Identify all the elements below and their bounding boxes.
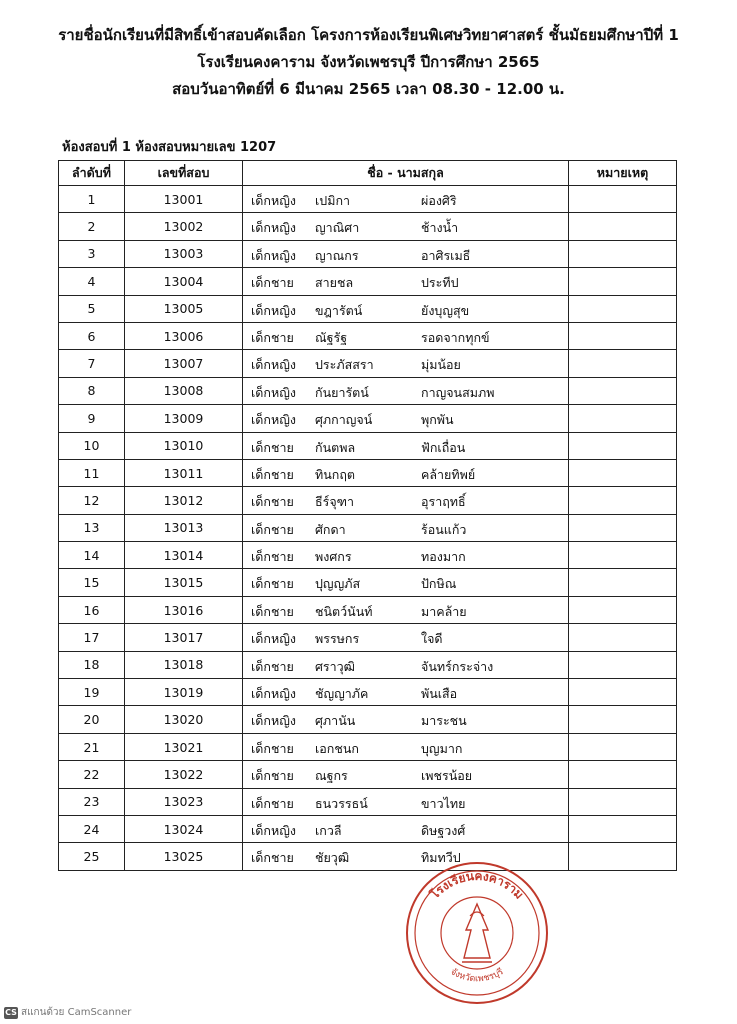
- table-row: [59, 268, 677, 295]
- note-cell: [569, 733, 677, 760]
- first-name: เกวลี: [315, 822, 342, 838]
- last-name: ดิษฐวงศ์: [421, 822, 466, 838]
- note-cell: [569, 322, 677, 349]
- last-name: เพชรน้อย: [421, 768, 473, 784]
- first-name: ชัญญาภัค: [315, 686, 369, 702]
- name-prefix: เด็กชาย: [251, 576, 294, 592]
- name-prefix: เด็กชาย: [251, 329, 294, 345]
- note-cell: [569, 240, 677, 267]
- last-name: อาศิรเมธี: [421, 247, 471, 263]
- exam-id: 13003: [125, 240, 243, 267]
- table-row: [59, 322, 677, 349]
- note-cell: [569, 213, 677, 240]
- table-row: [59, 432, 677, 459]
- table-row: [59, 459, 677, 486]
- last-name: ผ่องศิริ: [421, 193, 457, 208]
- note-cell: [569, 459, 677, 486]
- table-row: [59, 596, 677, 623]
- exam-id: 13020: [125, 706, 243, 733]
- student-name: [243, 651, 569, 678]
- row-number: 15: [59, 569, 125, 596]
- first-name: ญาณิศา: [315, 220, 360, 236]
- first-name: สายชล: [315, 275, 354, 291]
- row-number: 20: [59, 706, 125, 733]
- student-name: [243, 761, 569, 788]
- exam-id: 13010: [125, 432, 243, 459]
- student-name: [243, 295, 569, 322]
- last-name: ฟักเถื่อน: [421, 439, 466, 455]
- title-line-3: สอบวันอาทิตย์ที่ 6 มีนาคม 2565 เวลา 08.30 - 12.00 น.: [172, 80, 565, 98]
- row-number: 22: [59, 761, 125, 788]
- student-name: [243, 733, 569, 760]
- exam-id: 13002: [125, 213, 243, 240]
- name-prefix: เด็กชาย: [251, 795, 294, 811]
- last-name: จันทร์กระจ่าง: [421, 658, 494, 674]
- table-row: [59, 213, 677, 240]
- last-name: ร้อนแก้ว: [421, 521, 467, 537]
- note-cell: [569, 186, 677, 213]
- row-number: 10: [59, 432, 125, 459]
- note-cell: [569, 815, 677, 842]
- row-number: 16: [59, 596, 125, 623]
- student-name: [243, 569, 569, 596]
- table-row: [59, 624, 677, 651]
- row-number: 6: [59, 322, 125, 349]
- exam-id: 13005: [125, 295, 243, 322]
- seal-text-top: โรงเรียนคงคาราม: [427, 868, 527, 902]
- name-prefix: เด็กหญิง: [251, 686, 296, 702]
- note-cell: [569, 350, 677, 377]
- note-cell: [569, 706, 677, 733]
- column-header-note: หมายเหตุ: [569, 161, 677, 186]
- table-row: [59, 761, 677, 788]
- table-row: [59, 350, 677, 377]
- name-prefix: เด็กหญิง: [251, 713, 296, 729]
- row-number: 5: [59, 295, 125, 322]
- student-name: [243, 322, 569, 349]
- first-name: ธนวรรธน์: [315, 795, 368, 811]
- last-name: ขาวไทย: [421, 795, 466, 811]
- note-cell: [569, 624, 677, 651]
- last-name: มาคล้าย: [421, 603, 467, 619]
- camscanner-logo-icon: CS: [5, 1007, 17, 1017]
- name-prefix: เด็กชาย: [251, 466, 294, 482]
- table-row: [59, 788, 677, 815]
- exam-id: 13021: [125, 733, 243, 760]
- name-prefix: เด็กชาย: [251, 494, 294, 510]
- note-cell: [569, 679, 677, 706]
- exam-id: 13006: [125, 322, 243, 349]
- exam-id: 13011: [125, 459, 243, 486]
- exam-id: 13009: [125, 405, 243, 432]
- row-number: 8: [59, 377, 125, 404]
- row-number: 23: [59, 788, 125, 815]
- last-name: พุกพัน: [421, 412, 454, 428]
- table-row: [59, 733, 677, 760]
- table-row: [59, 295, 677, 322]
- first-name: ปุญญภัส: [315, 576, 361, 592]
- student-name: [243, 186, 569, 213]
- last-name: ช้างน้ำ: [421, 220, 459, 236]
- student-name: [243, 815, 569, 842]
- last-name: มุ่มน้อย: [421, 357, 461, 373]
- exam-id: 13018: [125, 651, 243, 678]
- name-prefix: เด็กหญิง: [251, 247, 296, 263]
- student-name: [243, 240, 569, 267]
- row-number: 4: [59, 268, 125, 295]
- student-name: [243, 542, 569, 569]
- table-row: [59, 405, 677, 432]
- table-row: [59, 514, 677, 541]
- column-header-exam-id: เลขที่สอบ: [125, 161, 243, 186]
- name-prefix: เด็กหญิง: [251, 193, 296, 208]
- column-header-no: ลำดับที่: [59, 161, 125, 186]
- last-name: บุญมาก: [421, 740, 463, 756]
- note-cell: [569, 651, 677, 678]
- name-prefix: เด็กหญิง: [251, 357, 296, 373]
- last-name: กาญจนสมภพ: [421, 384, 495, 400]
- title-line-2: โรงเรียนคงคาราม จังหวัดเพชรบุรี ปีการศึกษา 2565: [197, 53, 540, 71]
- name-prefix: เด็กชาย: [251, 439, 294, 455]
- exam-id: 13023: [125, 788, 243, 815]
- student-name: [243, 268, 569, 295]
- note-cell: [569, 569, 677, 596]
- exam-id: 13016: [125, 596, 243, 623]
- first-name: เอกชนก: [315, 740, 359, 756]
- note-cell: [569, 788, 677, 815]
- exam-room-label: ห้องสอบที่ 1 ห้องสอบหมายเลข 1207: [62, 140, 277, 155]
- student-name: [243, 405, 569, 432]
- student-name: [243, 624, 569, 651]
- table-row: [59, 651, 677, 678]
- last-name: ปักษิณ: [421, 576, 457, 592]
- row-number: 7: [59, 350, 125, 377]
- exam-id: 13014: [125, 542, 243, 569]
- table-row: [59, 569, 677, 596]
- last-name: คล้ายทิพย์: [421, 466, 476, 482]
- first-name: กันยารัตน์: [315, 384, 369, 400]
- scanner-footer: [4, 1005, 131, 1020]
- first-name: ณัฐรัฐ: [315, 329, 348, 345]
- table-row: [59, 706, 677, 733]
- student-name: [243, 596, 569, 623]
- table-row: [59, 679, 677, 706]
- row-number: 12: [59, 487, 125, 514]
- last-name: พันเสือ: [421, 686, 458, 702]
- first-name: พรรษกร: [315, 631, 360, 647]
- last-name: ทองมาก: [421, 549, 466, 565]
- student-name: [243, 487, 569, 514]
- student-roster-table: [58, 160, 677, 871]
- note-cell: [569, 295, 677, 322]
- scanner-footer-text: สแกนด้วย CamScanner: [21, 1007, 132, 1018]
- note-cell: [569, 268, 677, 295]
- name-prefix: เด็กหญิง: [251, 302, 296, 318]
- student-name: [243, 514, 569, 541]
- name-prefix: เด็กหญิง: [251, 384, 296, 400]
- exam-id: 13017: [125, 624, 243, 651]
- name-prefix: เด็กชาย: [251, 603, 294, 619]
- row-number: 13: [59, 514, 125, 541]
- exam-id: 13007: [125, 350, 243, 377]
- first-name: ชนิตว์นันท์: [315, 603, 373, 619]
- exam-id: 13015: [125, 569, 243, 596]
- seal-text-bottom: จังหวัดเพชรบุรี: [448, 967, 506, 985]
- table-header-row: [59, 161, 677, 186]
- table-row: [59, 377, 677, 404]
- row-number: 1: [59, 186, 125, 213]
- exam-id: 13019: [125, 679, 243, 706]
- last-name: รอดจากทุกข์: [421, 329, 490, 345]
- exam-id: 13022: [125, 761, 243, 788]
- exam-id: 13025: [125, 843, 243, 870]
- last-name: ยังบุญสุข: [421, 302, 470, 318]
- note-cell: [569, 596, 677, 623]
- exam-id: 13013: [125, 514, 243, 541]
- student-name: [243, 377, 569, 404]
- exam-id: 13008: [125, 377, 243, 404]
- row-number: 24: [59, 815, 125, 842]
- first-name: ประภัสสรา: [315, 357, 374, 373]
- name-prefix: เด็กหญิง: [251, 412, 296, 428]
- first-name: ธีร์จุฑา: [315, 494, 355, 510]
- first-name: ณฐกร: [315, 768, 348, 784]
- table-row: [59, 487, 677, 514]
- row-number: 19: [59, 679, 125, 706]
- note-cell: [569, 377, 677, 404]
- name-prefix: เด็กชาย: [251, 549, 294, 565]
- table-row: [59, 240, 677, 267]
- column-header-name: ชื่อ - นามสกุล: [243, 161, 569, 186]
- first-name: ขฎารัตน์: [315, 302, 363, 318]
- name-prefix: เด็กหญิง: [251, 822, 296, 838]
- exam-id: 13012: [125, 487, 243, 514]
- row-number: 11: [59, 459, 125, 486]
- student-name: [243, 788, 569, 815]
- first-name: ศราวุฒิ: [315, 658, 355, 674]
- note-cell: [569, 405, 677, 432]
- last-name: อุราฤทธิ์: [421, 494, 466, 510]
- name-prefix: เด็กชาย: [251, 521, 294, 537]
- table-body: [59, 186, 677, 871]
- table-row: [59, 186, 677, 213]
- student-name: [243, 459, 569, 486]
- name-prefix: เด็กหญิง: [251, 631, 296, 647]
- name-prefix: เด็กชาย: [251, 658, 294, 674]
- last-name: ใจดี: [421, 631, 443, 647]
- row-number: 3: [59, 240, 125, 267]
- first-name: ศุภกาญจน์: [315, 412, 373, 428]
- table-row: [59, 542, 677, 569]
- note-cell: [569, 542, 677, 569]
- name-prefix: เด็กชาย: [251, 850, 294, 866]
- student-name: [243, 706, 569, 733]
- name-prefix: เด็กชาย: [251, 275, 294, 291]
- exam-id: 13004: [125, 268, 243, 295]
- row-number: 18: [59, 651, 125, 678]
- student-name: [243, 213, 569, 240]
- student-name: [243, 350, 569, 377]
- table-row: [59, 815, 677, 842]
- school-seal: [402, 858, 552, 1008]
- name-prefix: เด็กชาย: [251, 740, 294, 756]
- first-name: ศักดา: [315, 521, 346, 537]
- first-name: ญาณกร: [315, 247, 359, 263]
- first-name: ศุภานัน: [315, 713, 356, 729]
- first-name: ชัยวุฒิ: [315, 850, 350, 866]
- last-name: ประทีป: [421, 275, 459, 291]
- first-name: ทินกฤต: [315, 466, 356, 482]
- row-number: 9: [59, 405, 125, 432]
- student-name: [243, 679, 569, 706]
- first-name: เปมิกา: [315, 193, 351, 208]
- exam-id: 13024: [125, 815, 243, 842]
- student-name: [243, 432, 569, 459]
- row-number: 2: [59, 213, 125, 240]
- table-row: [59, 843, 677, 870]
- row-number: 21: [59, 733, 125, 760]
- row-number: 25: [59, 843, 125, 870]
- note-cell: [569, 487, 677, 514]
- name-prefix: เด็กหญิง: [251, 220, 296, 236]
- note-cell: [569, 761, 677, 788]
- name-prefix: เด็กชาย: [251, 768, 294, 784]
- note-cell: [569, 843, 677, 870]
- exam-id: 13001: [125, 186, 243, 213]
- title-line-1: รายชื่อนักเรียนที่มีสิทธิ์เข้าสอบคัดเลือก โครงการห้องเรียนพิเศษวิทยาศาสตร์ ชั้นมัธยมศึกษาปีที่ 1: [58, 26, 679, 44]
- row-number: 14: [59, 542, 125, 569]
- last-name: มาระชน: [421, 713, 467, 729]
- note-cell: [569, 432, 677, 459]
- first-name: พงศกร: [315, 549, 352, 565]
- document-header: [0, 22, 737, 103]
- last-name: ทิมทวีป: [421, 850, 461, 866]
- note-cell: [569, 514, 677, 541]
- row-number: 17: [59, 624, 125, 651]
- first-name: กันตพล: [315, 439, 356, 455]
